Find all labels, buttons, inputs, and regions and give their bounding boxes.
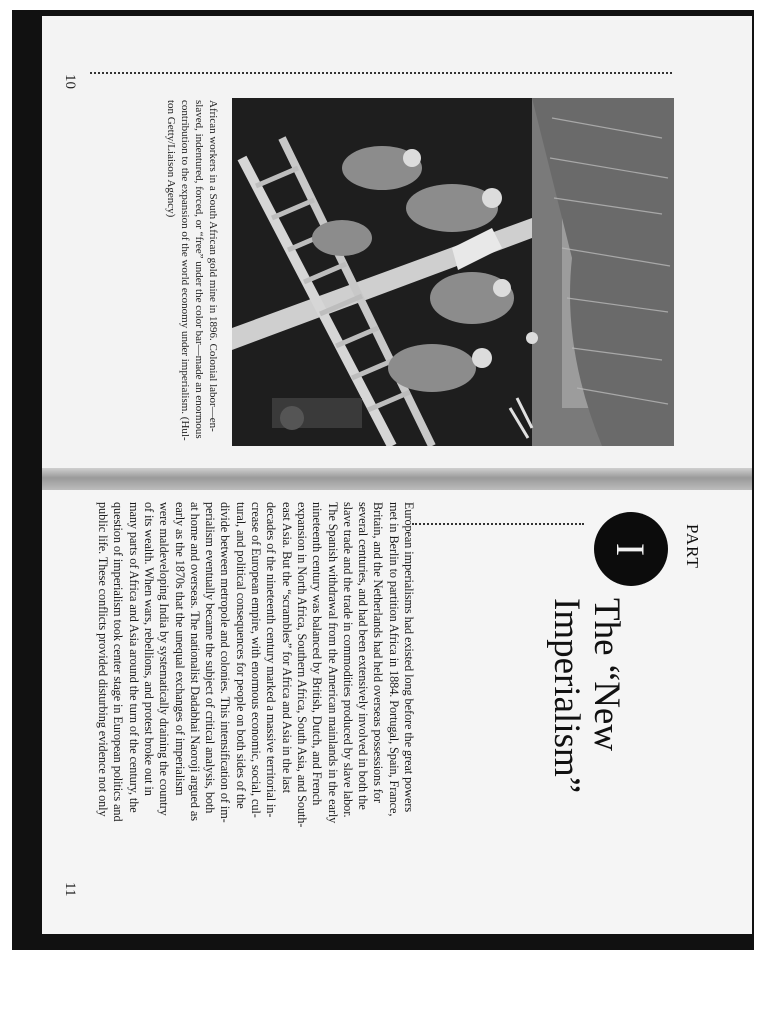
caption-line: slaved, indentured, forced, or “free” under the color bar—made an enormous <box>193 100 205 439</box>
body-line: tural, and political consequences for people on both sides of the <box>233 502 248 809</box>
body-line: decades of the nineteenth century marked a massive territorial in- <box>264 502 279 818</box>
body-line: many parts of Africa and Asia around the turn of the century, the <box>126 502 141 813</box>
title-line: Imperialism” <box>546 598 587 794</box>
body-line: were maldeveloping India by systematically draining the country <box>157 502 172 816</box>
body-line: question of imperialism took center stage in European politics and <box>111 502 126 822</box>
engraving-artwork <box>232 98 674 446</box>
chapter-title <box>546 598 626 793</box>
body-line: crease of European empire, with enormous economic, social, cul- <box>249 502 264 818</box>
body-line: of its wealth. When wars, rebellions, and protest broke out in <box>141 502 156 796</box>
body-line: nineteenth century was balanced by British, Dutch, and French <box>310 502 325 806</box>
body-line: Britain, and the Netherlands had held overseas possessions for <box>371 502 386 803</box>
body-line: met in Berlin to partition Africa in 1884. Portugal, Spain, France, <box>386 502 401 817</box>
caption-line: ton Getty/Liaison Agency) <box>165 100 177 218</box>
body-line: perialism eventually became the subject of critical analysis, both <box>203 502 218 814</box>
book-spread <box>42 16 752 934</box>
body-line: public life. These conflicts provided disturbing evidence not only <box>96 502 111 817</box>
body-line: early as the 1870s that the unequal exchanges of imperialism <box>172 502 187 796</box>
body-line: several centuries, and had been extensively involved in both the <box>356 502 371 810</box>
body-line: at home and overseas. The nationalist Dadabhai Naoroji argued as <box>187 502 202 821</box>
title-line: The “New <box>586 598 627 752</box>
body-line: expansion in North Africa, Southern Africa, South Asia, and South- <box>294 502 309 828</box>
left-page-dotted-rule <box>90 72 672 74</box>
part-label: PART <box>683 524 702 569</box>
body-line: slave trade and the trade in commodities produced by slave labor. <box>340 502 355 818</box>
left-page-number: 10 <box>62 74 78 89</box>
body-line: European imperialisms had existed long before the great powers <box>402 502 416 813</box>
book-gutter <box>42 468 752 490</box>
body-line: divide between metropole and colonies. This intensification of im- <box>218 502 233 823</box>
body-line: east Asia. But the “scrambles” for Africa and Asia in the last <box>279 502 294 793</box>
gold-mine-engraving <box>232 98 674 446</box>
body-line: The Spanish withdrawal from the American mainlands in the early <box>325 502 340 824</box>
part-number-badge <box>594 512 668 586</box>
right-page-dotted-rule <box>412 523 584 525</box>
photo-caption <box>164 100 220 441</box>
scan-margin <box>0 950 768 1024</box>
part-numeral: I <box>608 542 654 556</box>
right-page-number: 11 <box>62 882 78 897</box>
body-text <box>95 502 416 827</box>
caption-line: contribution to the expansion of the world economy under imperialism. (Hul- <box>179 100 191 441</box>
caption-line: African workers in a South African gold mine in 1896. Colonial labor—en- <box>207 100 219 432</box>
